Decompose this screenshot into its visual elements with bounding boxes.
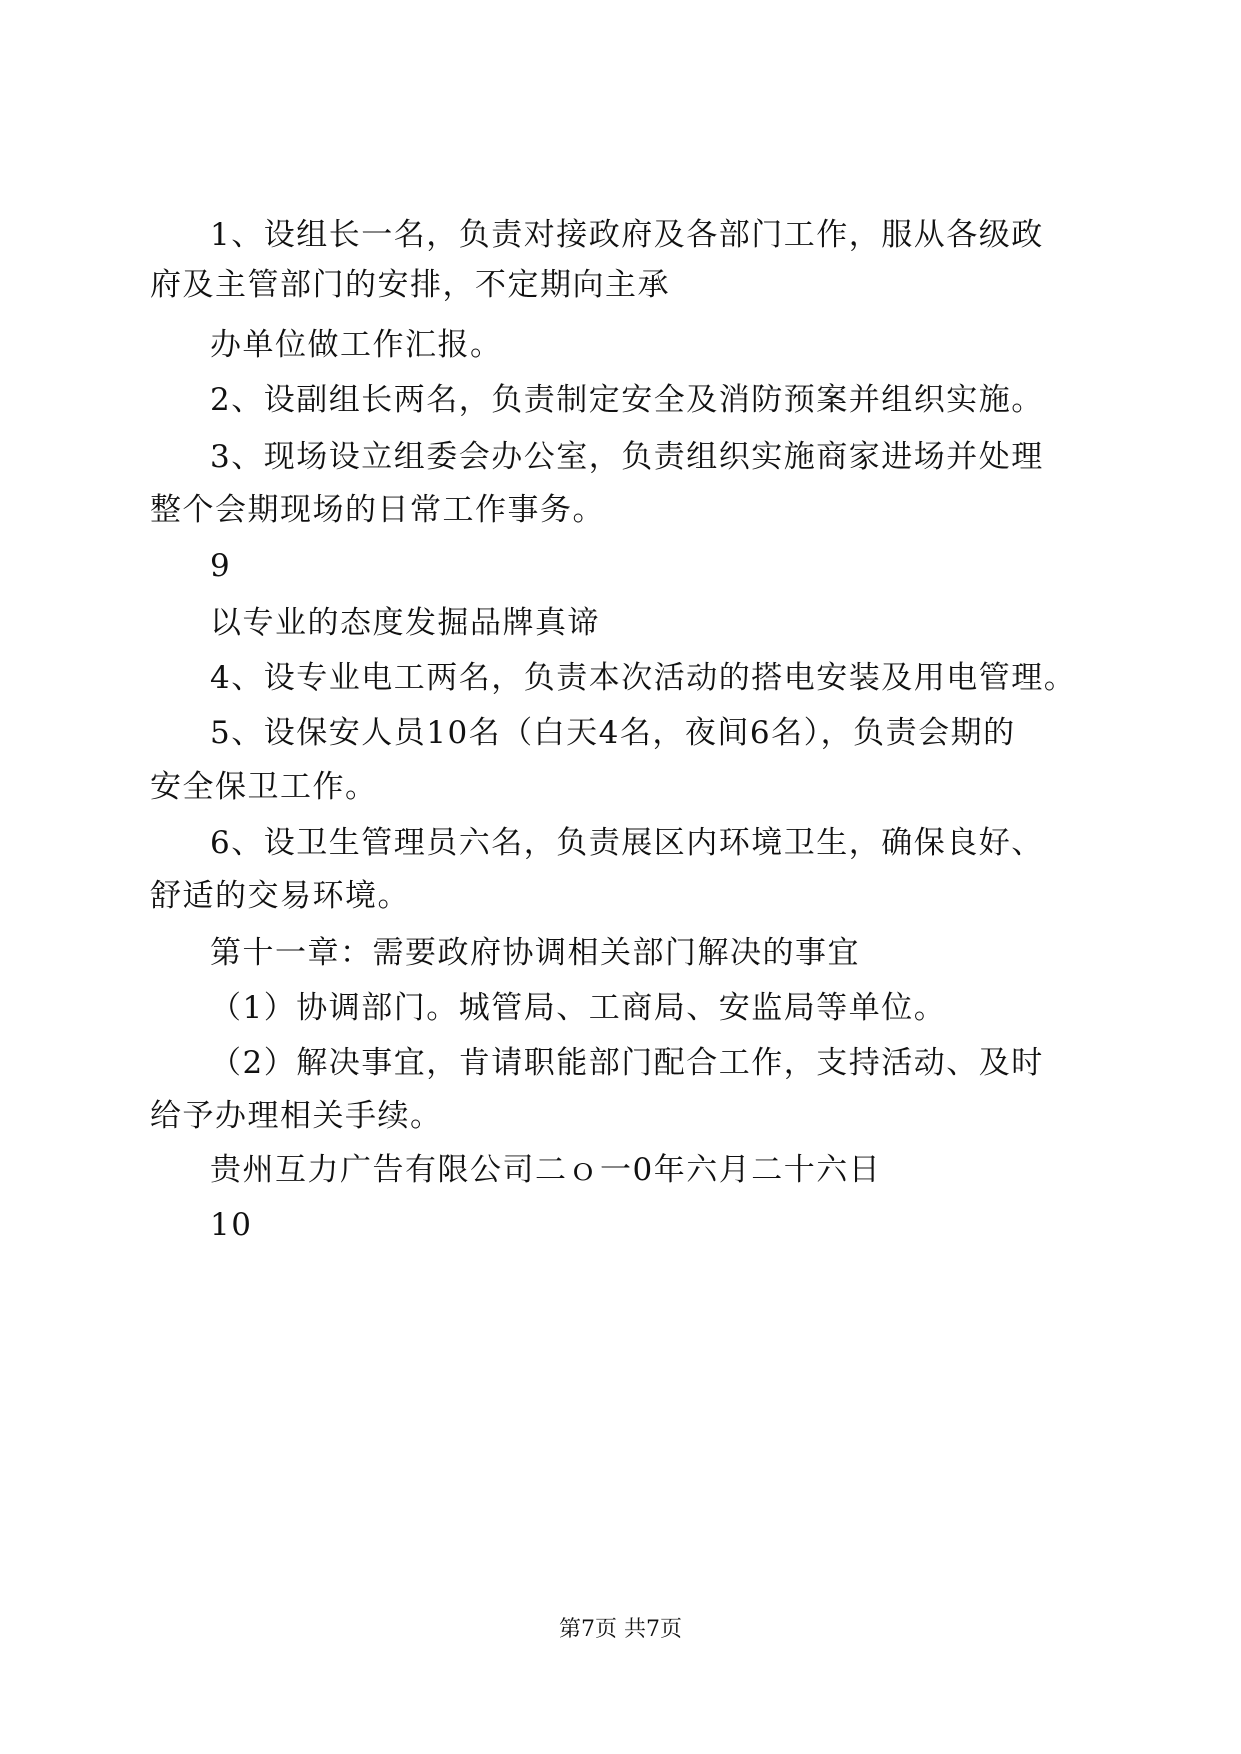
- paragraph-line: 3、现场设立组委会办公室，负责组织实施商家进场并处理: [210, 439, 1044, 475]
- page-number-marker: 9: [210, 548, 232, 584]
- slogan-line: 以专业的态度发掘品牌真谛: [210, 605, 600, 641]
- paragraph-line: 2、设副组长两名，负责制定安全及消防预案并组织实施。: [210, 382, 1044, 418]
- paragraph-line: 整个会期现场的日常工作事务。: [150, 492, 605, 528]
- paragraph-line: 6、设卫生管理员六名，负责展区内环境卫生，确保良好、: [210, 825, 1044, 861]
- signature-line: 贵州互力广告有限公司二ｏ一0年六月二十六日: [210, 1152, 882, 1188]
- paragraph-line: 安全保卫工作。: [150, 769, 378, 805]
- paragraph-line: 5、设保安人员10名（白天4名，夜间6名），负责会期的: [210, 715, 1016, 751]
- page-number-marker: 10: [210, 1207, 253, 1243]
- paragraph-line: 4、设专业电工两名，负责本次活动的搭电安装及用电管理。: [210, 660, 1077, 696]
- paragraph-line: 府及主管部门的安排，不定期向主承: [150, 267, 670, 303]
- page-footer: 第7页 共7页: [559, 1617, 682, 1642]
- paragraph-line: 办单位做工作汇报。: [210, 327, 503, 363]
- chapter-heading: 第十一章：需要政府协调相关部门解决的事宜: [210, 935, 860, 971]
- paragraph-line: （2）解决事宜，肯请职能部门配合工作，支持活动、及时: [210, 1045, 1044, 1081]
- paragraph-line: 给予办理相关手续。: [150, 1098, 443, 1134]
- paragraph-line: 舒适的交易环境。: [150, 878, 410, 914]
- paragraph-line: （1）协调部门。城管局、工商局、安监局等单位。: [210, 990, 947, 1026]
- paragraph-line: 1、设组长一名，负责对接政府及各部门工作，服从各级政: [210, 217, 1044, 253]
